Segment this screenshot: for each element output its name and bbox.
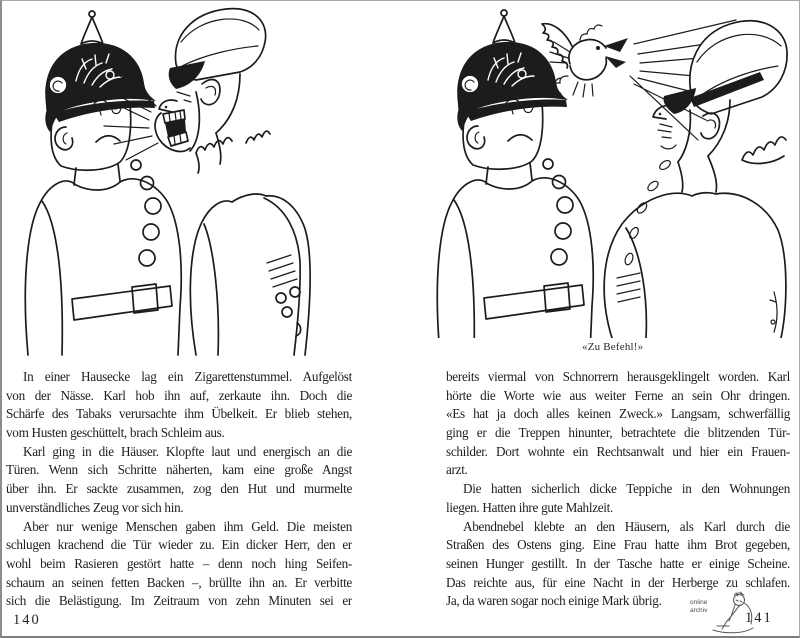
- illustration-officer-shouting: [0, 0, 400, 362]
- text-line: «Es hat ja doch alles keinen Zweck.» Langsam, schwerfällig: [446, 406, 790, 422]
- text-line: hörte die Worte wie aus weiter Ferne an sein Ohr dringen.: [446, 387, 790, 403]
- text-line: seinen Hunger gestillt. In der Tasche hatte er einige Scheine.: [446, 555, 790, 571]
- text-line: bereits viermal von Schnorrern herausgeklingelt worden. Karl: [446, 369, 790, 384]
- text-line: vom Husten geschüttelt, brach Schleim aus.: [6, 425, 225, 441]
- illustration-caption: «Zu Befehl!»: [582, 341, 644, 353]
- text-line: liegen. Hatten ihre gute Mahlzeit.: [446, 499, 614, 515]
- text-line: Straßen des Ostens ging. Eine Frau hatte ihm Brot gegeben,: [446, 537, 790, 553]
- text-line: von der Nässe. Karl hob ihn auf, zerkaute ihn. Doch die: [6, 387, 352, 403]
- text-line: In einer Hausecke lag ein Zigarettenstummel. Aufgelöst: [23, 369, 352, 384]
- page-141: [400, 0, 800, 638]
- text-line: schaum an seinen fetten Backen –, brüllte ihn an. Er verbitte: [6, 574, 352, 590]
- page-number-right: 141: [745, 610, 773, 626]
- text-line: Türen. Wenn sich Schritte näherten, kam eine große Angst: [6, 462, 352, 478]
- text-line: Ja, da waren sogar noch einige Mark übrig.: [446, 593, 662, 609]
- text-line: Karl ging in die Häuser. Klopfte laut und energisch an die: [23, 443, 352, 459]
- text-line: unverständliches Zeug vor sich hin.: [6, 499, 184, 515]
- writer-figure-icon: [708, 591, 756, 635]
- online-archiv-watermark: [690, 591, 766, 635]
- text-line: schlugen krachend die Tür wieder zu. Ein dicker Herr, den er: [6, 537, 352, 553]
- text-line: schilder. Dort wohnte ein Rechtsanwalt und hier ein Frauen-: [446, 443, 790, 459]
- right-text-column: [446, 368, 790, 611]
- page-number-left: 140: [13, 612, 41, 628]
- watermark-label: online archiv: [690, 599, 708, 614]
- left-text-column: [6, 368, 352, 611]
- text-line: Das reichte aus, für eine Nacht in der Herberge zu schlafen.: [446, 574, 790, 590]
- text-line: Schärfe des Tabaks verursachte ihm Übelkeit. Er blieb stehen,: [6, 406, 352, 422]
- illustration-eagle-command: [400, 0, 800, 338]
- text-line: ging er die Treppen hinunter, betrachtete die blitzenden Tür-: [446, 425, 790, 441]
- barking-officer-figure: [604, 21, 787, 338]
- text-line: arzt.: [446, 462, 468, 478]
- text-line: Die hatten sicherlich dicke Teppiche in den Wohnungen: [463, 481, 790, 497]
- text-line: Aber nur wenige Menschen gaben ihm Geld. Die meisten: [23, 518, 352, 534]
- text-line: wohl beim Rasieren gestört hatte – denn noch hing Seifen-: [6, 555, 352, 571]
- text-line: sich die Belästigung. Im Zeitraum von zehn Minuten sei er: [6, 593, 352, 609]
- text-line: über ihn. Er sackte zusammen, zog den Hut und murmelte: [6, 481, 352, 497]
- text-line: Abendnebel klebte an den Häusern, als Karl durch die: [463, 518, 790, 534]
